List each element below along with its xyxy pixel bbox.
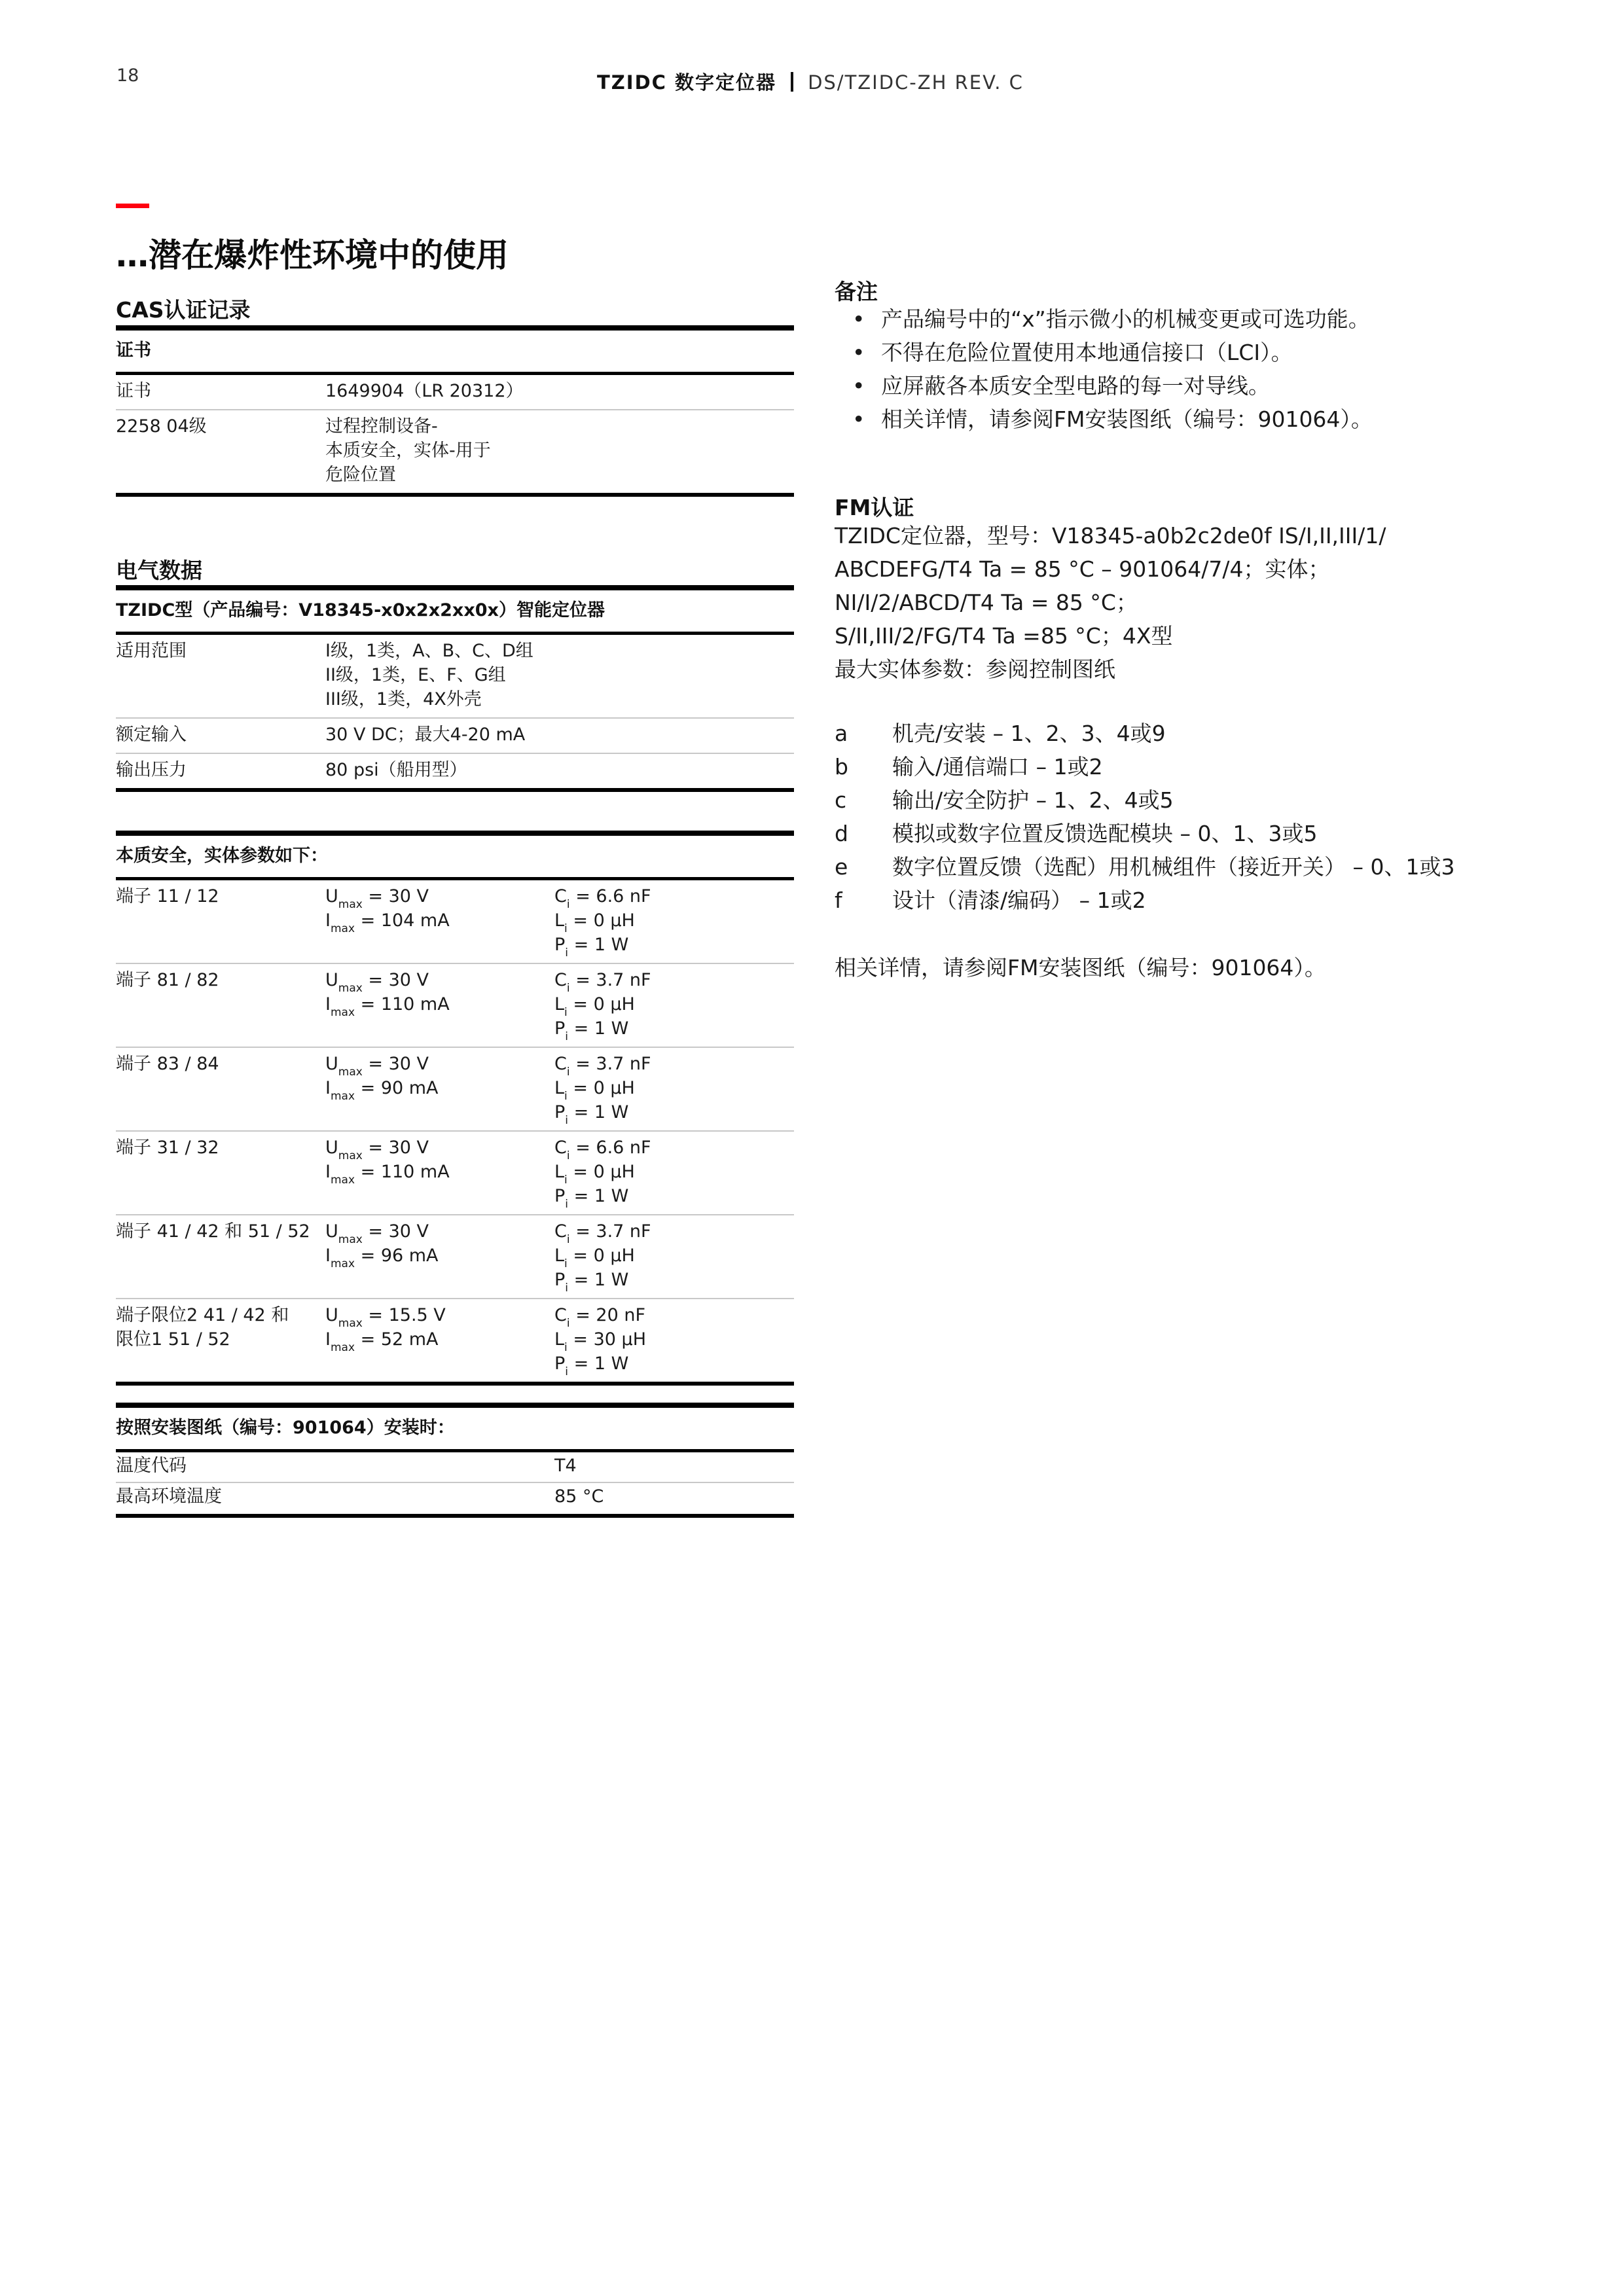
fm-reference-note: 相关详情，请参阅FM安装图纸（编号：901064）。 [835, 955, 1326, 980]
pi-line: $P_i = 1$ W [554, 1186, 629, 1211]
table-rule [116, 325, 794, 331]
value-line: 过程控制设备- [325, 416, 438, 437]
note-text: 应屏蔽各本质安全型电路的每一对导线。 [881, 373, 1270, 399]
table-row [116, 1452, 794, 1482]
list-item [835, 850, 1555, 884]
label-line: 限位1 51 / 52 [116, 1329, 230, 1350]
terminal-label [116, 884, 325, 957]
u-i-values [325, 884, 554, 957]
row-value [325, 379, 794, 403]
table-rule [116, 1382, 794, 1386]
table-rule [116, 1514, 794, 1518]
table-row [116, 880, 794, 963]
header-separator [791, 72, 793, 92]
option-text: 设计（清漆/编码） – 1或2 [892, 888, 1146, 913]
notes-list [835, 302, 1555, 436]
u-i-values [325, 1136, 554, 1208]
ci-line: $C_i = 3.7$ nF [554, 1054, 651, 1079]
list-item [835, 817, 1555, 850]
pi-line: $P_i = 1$ W [554, 1102, 629, 1127]
option-key: f [835, 888, 842, 913]
intrinsic-table [116, 831, 794, 1386]
row-label: 额定输入 [116, 725, 187, 745]
table-rule [116, 585, 794, 590]
umax-line: $U_{max} = 30$ V [325, 886, 429, 911]
label-line: 端子 11 / 12 [116, 886, 219, 906]
option-key: e [835, 854, 848, 880]
pi-line: $P_i = 1$ W [554, 1018, 629, 1043]
terminal-label [116, 1303, 325, 1376]
table-header-row [116, 836, 794, 877]
u-i-values [325, 1303, 554, 1376]
label-line: 端子 81 / 82 [116, 970, 219, 990]
ci-line: $C_i = 20$ nF [554, 1305, 645, 1330]
value-line: II级，1类，E、F、G组 [325, 665, 506, 685]
running-header [597, 68, 1024, 95]
table-rule [116, 788, 794, 792]
u-i-values [325, 1052, 554, 1124]
table-row [116, 719, 794, 753]
row-value: 85 °C [554, 1486, 604, 1507]
page-title: …潜在爆炸性环境中的使用 [116, 236, 509, 274]
row-value [325, 639, 794, 711]
label-line: 端子 31 / 32 [116, 1138, 219, 1158]
bullet-icon: • [852, 406, 865, 432]
bullet-icon: • [852, 306, 865, 332]
terminal-label [116, 1136, 325, 1208]
fm-line: 最大实体参数：参阅控制图纸 [835, 656, 1115, 682]
pi-line: $P_i = 1$ W [554, 1354, 629, 1378]
li-line: $L_i = 0$ µH [554, 1162, 635, 1187]
option-text: 输入/通信端口 – 1或2 [892, 754, 1103, 780]
table-header: 证书 [116, 340, 151, 361]
imax-line: $I_{max} = 110$ mA [325, 994, 450, 1019]
row-label: 最高环境温度 [116, 1486, 222, 1507]
value-line: 1649904（LR 20312） [325, 381, 524, 401]
li-line: $L_i = 0$ µH [554, 1078, 635, 1103]
li-line: $L_i = 0$ µH [554, 910, 635, 935]
option-text: 机壳/安装 – 1、2、3、4或9 [892, 721, 1166, 746]
option-text: 数字位置反馈（选配）用机械组件（接近开关） – 0、1或3 [892, 854, 1455, 880]
value-line: 本质安全，实体-用于 [325, 440, 491, 461]
ci-line: $C_i = 6.6$ nF [554, 1138, 651, 1162]
ci-line: $C_i = 6.6$ nF [554, 886, 651, 911]
ci-line: $C_i = 3.7$ nF [554, 1221, 651, 1246]
row-spacer [325, 1484, 554, 1509]
bullet-icon: • [852, 373, 865, 399]
list-item [835, 717, 1555, 750]
install-table [116, 1403, 794, 1518]
option-text: 输出/安全防护 – 1、2、4或5 [892, 787, 1174, 813]
option-key: a [835, 721, 848, 746]
page-number: 18 [117, 65, 139, 86]
table-row [116, 1132, 794, 1214]
label-line: 端子 83 / 84 [116, 1054, 219, 1074]
table-header-row [116, 331, 794, 372]
list-item [835, 369, 1555, 403]
li-line: $L_i = 30$ µH [554, 1329, 647, 1354]
row-value: T4 [554, 1456, 577, 1476]
umax-line: $U_{max} = 30$ V [325, 1054, 429, 1079]
fm-line: S/II,III/2/FG/T4 Ta =85 °C；4X型 [835, 623, 1173, 649]
terminal-label [116, 1219, 325, 1292]
list-item [835, 750, 1555, 783]
electrical-heading: 电气数据 [116, 558, 202, 583]
cas-heading: CAS认证记录 [116, 297, 251, 323]
value-line: 危险位置 [325, 465, 396, 485]
u-i-values [325, 968, 554, 1041]
table-row [116, 375, 794, 409]
table-rule [116, 493, 794, 497]
value-line: III级，1类，4X外壳 [325, 689, 482, 709]
list-item [835, 403, 1555, 436]
imax-line: $I_{max} = 52$ mA [325, 1329, 439, 1354]
row-label: 温度代码 [116, 1456, 187, 1476]
row-label: 适用范围 [116, 641, 187, 661]
li-line: $L_i = 0$ µH [554, 994, 635, 1019]
table-row [116, 1215, 794, 1298]
table-row [116, 410, 794, 493]
table-header-row [116, 1408, 794, 1449]
table-header: 本质安全，实体参数如下： [116, 846, 328, 866]
table-row [116, 964, 794, 1047]
option-key: c [835, 787, 847, 813]
terminal-label [116, 1052, 325, 1124]
c-l-p-values [554, 968, 794, 1041]
option-key: b [835, 754, 848, 780]
fm-line: ABCDEFG/T4 Ta = 85 °C – 901064/7/4；实体； [835, 556, 1330, 582]
model-options-list [835, 717, 1555, 917]
c-l-p-values [554, 1052, 794, 1127]
label-line: 端子 41 / 42 和 51 / 52 [116, 1221, 310, 1242]
row-value [325, 414, 794, 487]
row-value: 80 psi（船用型） [325, 760, 467, 780]
header-doc-id: DS/TZIDC-ZH REV. C [808, 71, 1024, 94]
umax-line: $U_{max} = 30$ V [325, 970, 429, 995]
fm-heading: FM认证 [835, 495, 914, 520]
cas-table [116, 325, 794, 497]
terminal-label [116, 968, 325, 1041]
pi-line: $P_i = 1$ W [554, 935, 629, 960]
table-rule [116, 831, 794, 836]
table-row [116, 1483, 794, 1514]
option-text: 模拟或数字位置反馈选配模块 – 0、1、3或5 [892, 821, 1318, 846]
u-i-values [325, 1219, 554, 1292]
imax-line: $I_{max} = 90$ mA [325, 1078, 439, 1103]
option-key: d [835, 821, 848, 846]
table-header: 按照安装图纸（编号：901064）安装时： [116, 1418, 455, 1438]
electrical-table [116, 585, 794, 792]
notes-heading: 备注 [835, 279, 878, 304]
imax-line: $I_{max} = 110$ mA [325, 1162, 450, 1187]
umax-line: $U_{max} = 30$ V [325, 1138, 429, 1162]
imax-line: $I_{max} = 104$ mA [325, 910, 450, 935]
table-header-row [116, 590, 794, 632]
table-header: TZIDC型（产品编号：V18345-x0x2x2xx0x）智能定位器 [116, 600, 605, 620]
row-label: 输出压力 [116, 760, 187, 780]
table-row [116, 1299, 794, 1382]
label-line: 端子限位2 41 / 42 和 [116, 1305, 289, 1325]
fm-line: TZIDC定位器，型号：V18345-a0b2c2de0f IS/I,II,III/1/ [835, 523, 1386, 548]
c-l-p-values [554, 1136, 794, 1211]
list-item [835, 884, 1555, 917]
table-row [116, 754, 794, 788]
note-text: 产品编号中的“x”指示微小的机械变更或可选功能。 [881, 306, 1370, 332]
umax-line: $U_{max} = 30$ V [325, 1221, 429, 1246]
c-l-p-values [554, 884, 794, 960]
li-line: $L_i = 0$ µH [554, 1246, 635, 1270]
table-row [116, 1048, 794, 1130]
imax-line: $I_{max} = 96$ mA [325, 1246, 439, 1270]
fm-line: NI/I/2/ABCD/T4 Ta = 85 °C； [835, 590, 1138, 615]
list-item [835, 336, 1555, 369]
note-text: 相关详情，请参阅FM安装图纸（编号：901064）。 [881, 406, 1373, 432]
row-label: 证书 [116, 381, 151, 401]
note-text: 不得在危险位置使用本地通信接口（LCI）。 [881, 340, 1293, 365]
list-item [835, 302, 1555, 336]
umax-line: $U_{max} = 15.5$ V [325, 1305, 446, 1330]
row-spacer [325, 1454, 554, 1478]
table-row [116, 635, 794, 717]
accent-bar [116, 204, 149, 208]
bullet-icon: • [852, 340, 865, 365]
table-rule [116, 1403, 794, 1408]
list-item [835, 783, 1555, 817]
row-value: 30 V DC；最大4-20 mA [325, 725, 526, 745]
header-product: TZIDC 数字定位器 [597, 71, 777, 94]
value-line: I级，1类，A、B、C、D组 [325, 641, 533, 661]
pi-line: $P_i = 1$ W [554, 1270, 629, 1295]
c-l-p-values [554, 1219, 794, 1295]
c-l-p-values [554, 1303, 794, 1376]
ci-line: $C_i = 3.7$ nF [554, 970, 651, 995]
row-label: 2258 04级 [116, 416, 207, 437]
fm-approval-text [835, 519, 1555, 686]
